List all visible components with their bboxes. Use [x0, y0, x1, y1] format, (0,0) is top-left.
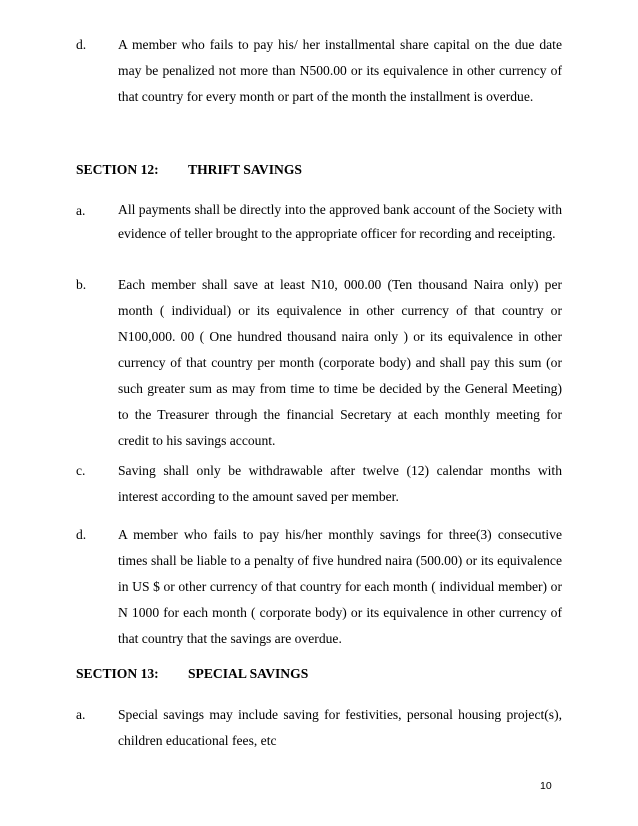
clause-label: a. — [76, 707, 86, 722]
clause-text: Special savings may include saving for festivities, personal housing project(s), children educational fees, etc — [118, 707, 562, 748]
section-12-heading — [76, 160, 302, 180]
clause-d-share-capital — [76, 32, 562, 110]
section-title: THRIFT SAVINGS — [188, 162, 302, 177]
section-number: SECTION 13: — [76, 666, 159, 681]
clause-label: a. — [76, 203, 86, 218]
clause-a-payments — [76, 198, 562, 246]
clause-text: Saving shall only be withdrawable after twelve (12) calendar months with interest according to the amount saved per member. — [118, 463, 562, 504]
section-number: SECTION 12: — [76, 162, 159, 177]
page-number: 10 — [540, 780, 552, 792]
section-title: SPECIAL SAVINGS — [188, 666, 309, 681]
clause-label: c. — [76, 463, 86, 478]
clause-c-withdrawal — [76, 458, 562, 510]
clause-text: Each member shall save at least N10, 000.00 (Ten thousand Naira only) per month ( individual) or its equivalence in other currency of that country or N100,000. 00 ( One hundred thousand naira only ) or its equivalence in other currency of that country per month (corporate body) and shall pay this sum (or such greater sum as may from time to time be decided by the General Meeting) to the Treasurer through the financial Secretary at each monthly meeting for credit to his savings account. — [118, 277, 562, 448]
clause-label: d. — [76, 37, 87, 52]
clause-label: b. — [76, 277, 87, 292]
clause-text: All payments shall be directly into the approved bank account of the Society with evidence of teller brought to the appropriate officer for recording and receipting. — [118, 202, 562, 241]
clause-a-special-savings — [76, 702, 562, 754]
clause-b-minimum-savings — [76, 272, 562, 454]
clause-text: A member who fails to pay his/ her installmental share capital on the due date may be penalized not more than N500.00 or its equivalence in other currency of that country for every month or part of the month the installment is overdue. — [118, 37, 562, 104]
clause-text: A member who fails to pay his/her monthly savings for three(3) consecutive times shall be liable to a penalty of five hundred naira (500.00) or its equivalence in US $ or other currency of that country for each month ( individual member) or N 1000 for each month ( corporate body) or its equivalence in other currency of that country that the savings are overdue. — [118, 527, 562, 646]
section-13-heading — [76, 664, 308, 684]
clause-label: d. — [76, 527, 87, 542]
clause-d-savings-penalty — [76, 522, 562, 652]
